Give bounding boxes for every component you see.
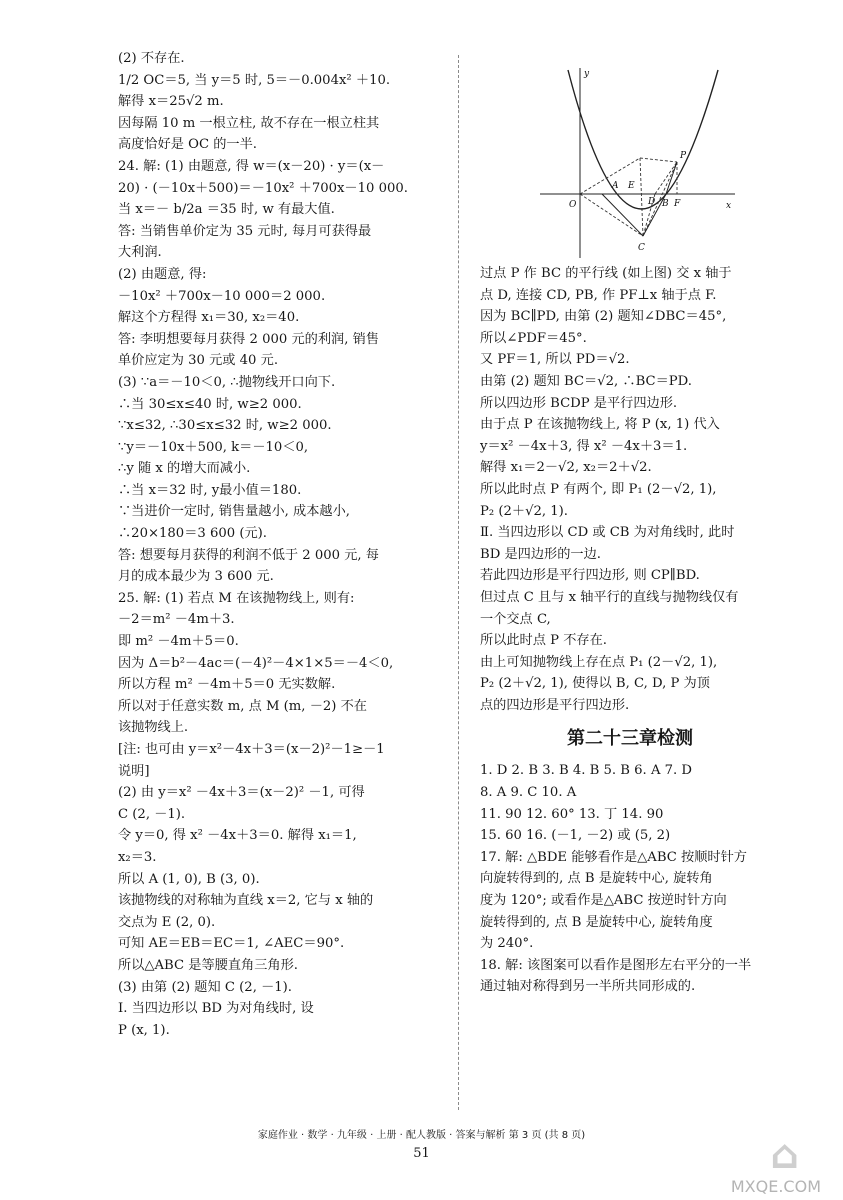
text-line: 20) · (－10x＋500)＝－10x² ＋700x－10 000.: [118, 180, 408, 196]
left-column: [118, 48, 448, 1041]
text-line: 但过点 C 且与 x 轴平行的直线与抛物线仅有: [480, 589, 739, 605]
answer-line: 通过轴对称得到另一半所共同形成的.: [480, 979, 696, 995]
right-column-solution: [480, 263, 780, 716]
text-line: y＝x² －4x＋3, 得 x² －4x＋3＝1.: [480, 438, 688, 454]
text-line: 当 x＝－ b/2a ＝35 时, w 有最大值.: [118, 202, 335, 218]
text-line: ∵y＝－10x＋500, k＝－10＜0,: [118, 439, 309, 455]
segment-bp: [666, 162, 677, 194]
text-line: ∴y 随 x 的增大而减小.: [118, 461, 251, 477]
text-line: 由第 (2) 题知 BC＝√2, ∴BC＝PD.: [480, 373, 692, 389]
text-line: 可知 AE＝EB＝EC＝1, ∠AEC＝90°.: [118, 936, 345, 952]
text-line: ∴20×180＝3 600 (元).: [118, 526, 267, 542]
text-line: P₂ (2＋√2, 1).: [480, 503, 568, 519]
label-p: P: [680, 151, 687, 161]
label-a: A: [612, 181, 619, 191]
text-line: 答: 李明想要每月获得 2 000 元的利润, 销售: [118, 331, 379, 347]
text-line: C (2, －1).: [118, 806, 186, 822]
page-footer: 家庭作业 · 数学 · 九年级 · 上册 · 配人教版 · 答案与解析 第 3 页 (共 8 页): [257, 1130, 586, 1141]
text-line: 1/2 OC＝5, 当 y＝5 时, 5＝－0.004x² ＋10.: [118, 72, 391, 88]
text-line: 令 y＝0, 得 x² －4x＋3＝0. 解得 x₁＝1,: [118, 828, 357, 844]
label-f: F: [674, 199, 681, 209]
text-line: [注: 也可由 y＝x²－4x＋3＝(x－2)²－1≥－1: [118, 742, 385, 757]
text-line: 一个交点 C,: [480, 611, 551, 627]
answer-line: 度为 120°; 或看作是△ABC 按逆时针方向: [480, 893, 727, 909]
text-line: 大利润.: [118, 245, 162, 261]
text-line: (3) ∵a＝－10＜0, ∴抛物线开口向下.: [118, 374, 336, 390]
label-x: x: [726, 201, 732, 211]
answer-line: 18. 解: 该图案可以看作是图形左右平分的一半: [480, 957, 752, 973]
label-b: B: [662, 199, 669, 209]
page-number: 51: [413, 1146, 430, 1161]
text-line: 交点为 E (2, 0).: [118, 914, 216, 930]
text-line: 25. 解: (1) 若点 M 在该抛物线上, 则有:: [118, 590, 355, 606]
text-line: Ⅱ. 当四边形以 CD 或 CB 为对角线时, 此时: [480, 525, 735, 541]
text-line: －10x² ＋700x－10 000＝2 000.: [118, 288, 326, 304]
text-line: 所以方程 m² －4m＋5＝0 无实数解.: [118, 677, 336, 693]
text-line: 所以 A (1, 0), B (3, 0).: [118, 871, 260, 887]
watermark-text: MXQE.COM: [730, 1177, 821, 1196]
text-line: 答: 想要每月获得的利润不低于 2 000 元, 每: [118, 547, 379, 563]
text-line: 点的四边形是平行四边形.: [480, 697, 630, 713]
answer-line: 15. 60 16. (－1, －2) 或 (5, 2): [480, 828, 671, 844]
text-line: 由上可知抛物线上存在点 P₁ (2－√2, 1),: [480, 654, 718, 670]
text-line: 该抛物线上.: [118, 720, 189, 736]
text-line: 所以△ABC 是等腰直角三角形.: [118, 957, 298, 973]
text-line: 即 m² －4m＋5＝0.: [118, 634, 239, 650]
text-line: 过点 P 作 BC 的平行线 (如上图) 交 x 轴于: [480, 266, 732, 281]
label-e: E: [628, 181, 635, 191]
construction-lines: [580, 158, 677, 236]
chapter-title: 第二十三章检测: [567, 728, 693, 750]
text-line: (2) 由题意, 得:: [118, 266, 207, 282]
text-line: －2＝m² －4m＋3.: [118, 612, 235, 628]
label-c: C: [638, 243, 645, 253]
watermark-logo-icon: ⌂: [770, 1132, 797, 1178]
column-divider: [458, 55, 459, 1110]
text-line: 因为 Δ＝b²－4ac＝(－4)²－4×1×5＝－4＜0,: [118, 655, 394, 671]
text-line: x₂＝3.: [118, 849, 157, 865]
text-line: BD 是四边形的一边.: [480, 546, 601, 562]
text-line: 解得 x₁＝2－√2, x₂＝2＋√2.: [480, 460, 652, 476]
label-o: O: [569, 200, 577, 210]
text-line: ∴当 30≤x≤40 时, w≥2 000.: [118, 396, 302, 412]
text-line: 答: 当销售单价定为 35 元时, 每月可获得最: [118, 223, 372, 239]
text-line: 若此四边形是平行四边形, 则 CP∥BD.: [480, 568, 700, 584]
right-column-answers: [480, 760, 780, 998]
text-line: (3) 由第 (2) 题知 C (2, －1).: [118, 979, 292, 995]
answer-line: 8. A 9. C 10. A: [480, 785, 577, 801]
text-line: 24. 解: (1) 由题意, 得 w＝(x－20) · y＝(x－: [118, 158, 385, 174]
text-line: 说明]: [118, 763, 150, 779]
answer-line: 为 240°.: [480, 936, 534, 952]
answer-line: 11. 90 12. 60° 13. 丁 14. 90: [480, 806, 664, 822]
text-line: 因每隔 10 m 一根立柱, 故不存在一根立柱其: [118, 115, 380, 131]
answer-line: 旋转得到的, 点 B 是旋转中心, 旋转角度: [480, 914, 713, 930]
text-line: 高度恰好是 OC 的一半.: [118, 137, 257, 153]
text-line: 解得 x＝25√2 m.: [118, 94, 224, 110]
text-line: 所以此时点 P 不存在.: [480, 633, 607, 649]
text-line: 点 D, 连接 CD, PB, 作 PF⊥x 轴于点 F.: [480, 287, 717, 303]
label-d: D: [648, 197, 656, 207]
text-line: (2) 不存在.: [118, 51, 185, 66]
answer-line: 17. 解: △BDE 能够看作是△ABC 按顺时针方: [480, 849, 747, 865]
text-line: 所以此时点 P 有两个, 即 P₁ (2－√2, 1),: [480, 481, 717, 497]
text-line: (2) 由 y＝x² －4x＋3＝(x－2)² －1, 可得: [118, 785, 365, 801]
text-line: 又 PF＝1, 所以 PD＝√2.: [480, 352, 630, 368]
text-line: P₂ (2＋√2, 1), 使得以 B, C, D, P 为顶: [480, 676, 710, 692]
text-line: 月的成本最少为 3 600 元.: [118, 569, 274, 585]
text-line: 所以∠PDF＝45°.: [480, 330, 587, 346]
answer-line: 1. D 2. B 3. B 4. B 5. B 6. A 7. D: [480, 763, 693, 779]
text-line: 由于点 P 在该抛物线上, 将 P (x, 1) 代入: [480, 417, 720, 433]
text-line: 单价应定为 30 元或 40 元.: [118, 353, 279, 369]
answer-line: 向旋转得到的, 点 B 是旋转中心, 旋转角: [480, 871, 713, 887]
right-column: [480, 48, 780, 998]
label-y: y: [584, 69, 590, 79]
parabola-graph: [540, 68, 740, 258]
text-line: ∴当 x＝32 时, y最小值＝180.: [118, 482, 302, 498]
text-line: 因为 BC∥PD, 由第 (2) 题知∠DBC＝45°,: [480, 309, 727, 325]
text-line: ∵x≤32, ∴30≤x≤32 时, w≥2 000.: [118, 418, 332, 434]
text-line: ∵当进价一定时, 销售量越小, 成本越小,: [118, 504, 350, 520]
text-line: Ⅰ. 当四边形以 BD 为对角线时, 设: [118, 1001, 314, 1017]
text-line: 该抛物线的对称轴为直线 x＝2, 它与 x 轴的: [118, 893, 374, 909]
text-line: 所以四边形 BCDP 是平行四边形.: [480, 395, 678, 411]
text-line: P (x, 1).: [118, 1022, 170, 1038]
parabola-figure: [480, 48, 780, 263]
text-line: 所以对于任意实数 m, 点 M (m, －2) 不在: [118, 698, 367, 714]
text-line: 解这个方程得 x₁＝30, x₂＝40.: [118, 310, 300, 326]
